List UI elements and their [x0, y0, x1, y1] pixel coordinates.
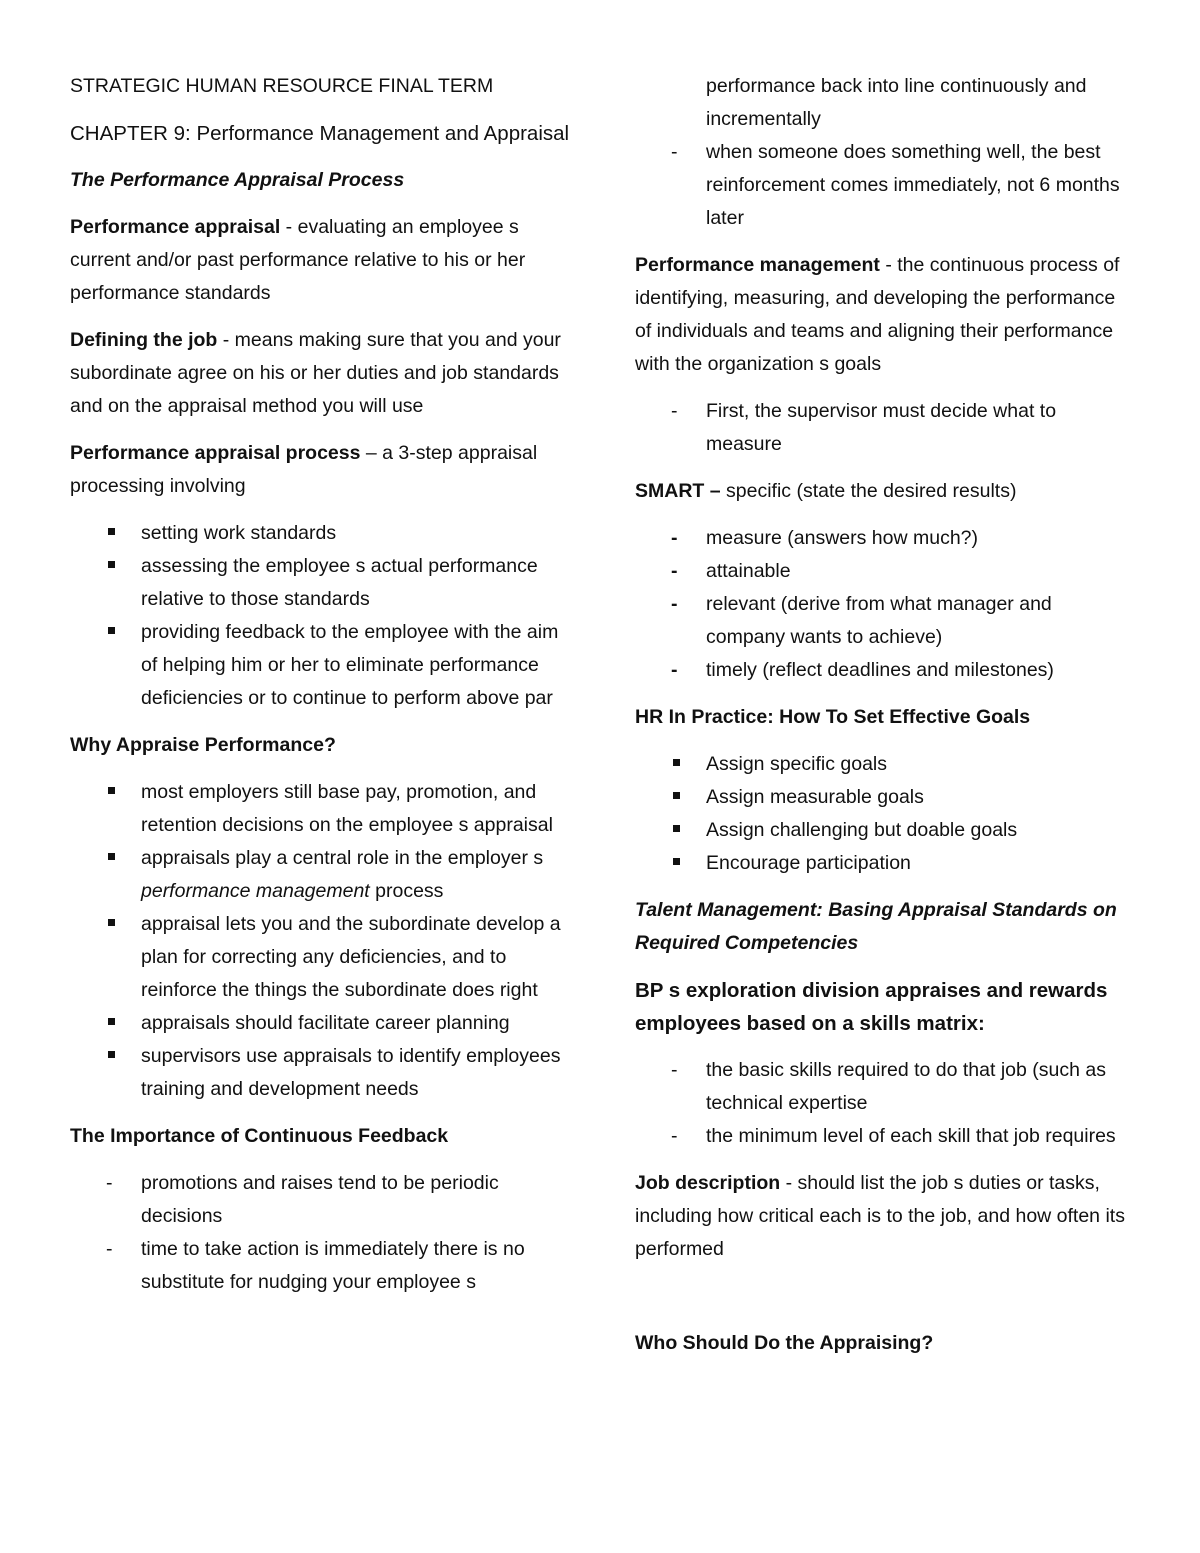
item-emphasis: performance management [141, 880, 370, 902]
section-heading-appraisal-process: The Performance Appraisal Process [70, 169, 405, 191]
list-item: Encourage participation [635, 847, 1135, 880]
term: Job description [635, 1172, 781, 1194]
definition-text: - means making sure that you and your subordinate agree on his or her duties and job standards and on the appraisal method you will use [70, 329, 561, 417]
feedback-list-continued [635, 136, 1135, 235]
section-heading-effective-goals: HR In Practice: How To Set Effective Goals [635, 706, 1031, 728]
smart-list [635, 522, 1135, 687]
list-item: assessing the employee s actual performance relative to those standards [70, 550, 570, 616]
list-item [70, 1040, 570, 1106]
goals-list [635, 748, 1135, 880]
list-item: - when someone does something well, the best reinforcement comes immediately, not 6 months later [635, 136, 1135, 235]
list-item: - attainable [635, 555, 1135, 588]
chapter-title: CHAPTER 9: Performance Management and Appraisal [70, 122, 570, 145]
left-column [70, 70, 570, 1313]
item-text-end: process [369, 880, 444, 902]
term: Defining the job [70, 329, 218, 351]
pm-list [635, 395, 1135, 461]
list-item [70, 1007, 570, 1040]
list-item [70, 776, 570, 842]
term: Performance appraisal [70, 216, 281, 238]
term: SMART – [635, 480, 727, 502]
list-item: - the minimum level of each skill that job requires [635, 1120, 1135, 1153]
smart-definition [635, 475, 1135, 508]
list-item: - First, the supervisor must decide what to measure [635, 395, 1135, 461]
list-item: - time to take action is immediately there is no substitute for nudging your employee s [70, 1233, 570, 1299]
list-item: - measure (answers how much?) [635, 522, 1135, 555]
list-item: - relevant (derive from what manager and company wants to achieve) [635, 588, 1135, 654]
definition-job-description [635, 1167, 1135, 1266]
term: Performance management [635, 254, 880, 276]
list-item: Assign challenging but doable goals [635, 814, 1135, 847]
feedback-list [70, 1167, 570, 1299]
definition-appraisal-process [70, 437, 570, 503]
document-title: STRATEGIC HUMAN RESOURCE FINAL TERM [70, 75, 494, 97]
list-item: - the basic skills required to do that job (such as technical expertise [635, 1054, 1135, 1120]
list-item: - timely (reflect deadlines and milestones) [635, 654, 1135, 687]
list-item [70, 842, 570, 908]
item-text: most employers still base pay, promotion, and retention decisions on the employee s appraisal [141, 781, 553, 836]
right-column [635, 70, 1135, 1374]
definition-performance-appraisal [70, 211, 570, 310]
definition-text: - evaluating an employee s current and/or past performance relative to his or her performance standards [70, 216, 526, 304]
continued-text: performance back into line continuously and incrementally [706, 75, 1087, 130]
item-text: supervisors use appraisals to identify employees training and development needs [141, 1045, 561, 1100]
item-text: appraisals should facilitate career planning [141, 1012, 510, 1034]
section-heading-talent-management: Talent Management: Basing Appraisal Standards on Required Competencies [635, 899, 1117, 954]
definition-performance-management [635, 249, 1135, 381]
process-steps-list [70, 517, 570, 715]
bp-skills-list [635, 1054, 1135, 1153]
term: Performance appraisal process [70, 442, 361, 464]
definition-text: – a 3-step appraisal processing involving [70, 442, 538, 497]
section-heading-why-appraise: Why Appraise Performance? [70, 734, 336, 756]
section-heading-who-appraises: Who Should Do the Appraising? [635, 1332, 934, 1354]
item-text: appraisals play a central role in the employer s [141, 847, 544, 869]
list-item: providing feedback to the employee with the aim of helping him or her to eliminate performance deficiencies or to continue to perform above par [70, 616, 570, 715]
list-item: Assign specific goals [635, 748, 1135, 781]
definition-text: - should list the job s duties or tasks, including how critical each is to the job, and how often its performed [635, 1172, 1125, 1260]
list-item: setting work standards [70, 517, 570, 550]
list-item [70, 908, 570, 1007]
item-text: appraisal lets you and the subordinate develop a plan for correcting any deficiencies, and to reinforce the things the subordinate does right [141, 913, 561, 1001]
section-heading-bp-exploration: BP s exploration division appraises and rewards employees based on a skills matrix: [635, 979, 1108, 1035]
definition-defining-the-job [70, 324, 570, 423]
section-heading-continuous-feedback: The Importance of Continuous Feedback [70, 1125, 449, 1147]
definition-text: specific (state the desired results) [726, 480, 1017, 502]
blank-space [635, 1280, 1135, 1327]
list-item: - promotions and raises tend to be periodic decisions [70, 1167, 570, 1233]
definition-text: - the continuous process of identifying, measuring, and developing the performance of individuals and teams and aligning their performance with the organization s goals [635, 254, 1120, 375]
why-appraise-list [70, 776, 570, 1106]
list-item: Assign measurable goals [635, 781, 1135, 814]
